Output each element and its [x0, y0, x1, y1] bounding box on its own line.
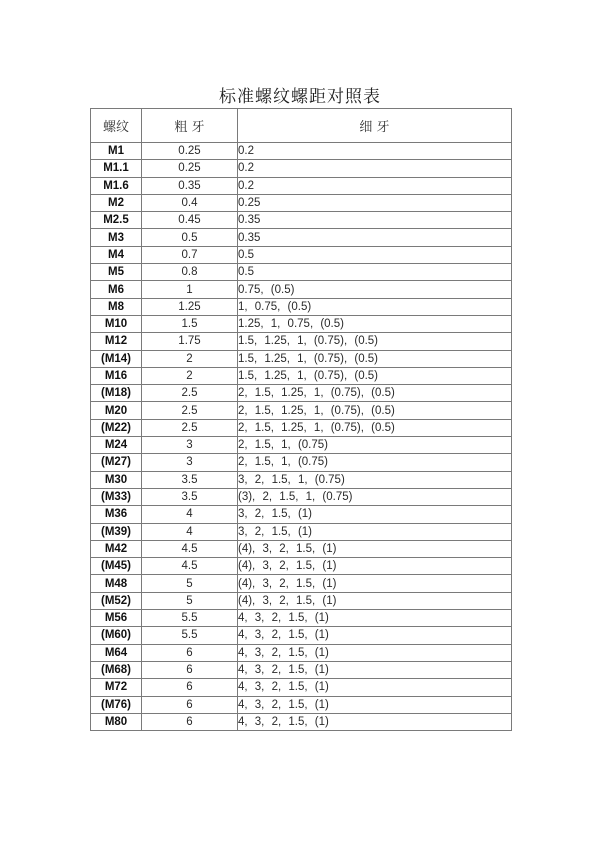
fine-pitch-cell: 2, 1.5, 1.25, 1, (0.75), (0.5) — [238, 402, 512, 419]
table-row — [91, 194, 512, 211]
thread-size-cell: M2.5 — [91, 212, 142, 229]
coarse-pitch-cell: 3 — [142, 454, 238, 471]
table-row — [91, 281, 512, 298]
table-row — [91, 367, 512, 384]
fine-pitch-cell: 4, 3, 2, 1.5, (1) — [238, 661, 512, 678]
table-header-row — [91, 109, 512, 143]
thread-size-cell: M20 — [91, 402, 142, 419]
thread-size-cell: (M68) — [91, 661, 142, 678]
fine-pitch-cell: 0.5 — [238, 264, 512, 281]
table-row — [91, 523, 512, 540]
fine-pitch-cell: 1.5, 1.25, 1, (0.75), (0.5) — [238, 350, 512, 367]
fine-pitch-cell: 0.25 — [238, 194, 512, 211]
coarse-pitch-cell: 3 — [142, 437, 238, 454]
thread-size-cell: M64 — [91, 644, 142, 661]
fine-pitch-cell: 4, 3, 2, 1.5, (1) — [238, 696, 512, 713]
coarse-pitch-cell: 4 — [142, 523, 238, 540]
thread-size-cell: (M76) — [91, 696, 142, 713]
table-row — [91, 419, 512, 436]
thread-size-cell: (M45) — [91, 558, 142, 575]
fine-pitch-cell: 3, 2, 1.5, (1) — [238, 523, 512, 540]
thread-size-cell: (M22) — [91, 419, 142, 436]
coarse-pitch-cell: 6 — [142, 679, 238, 696]
thread-size-cell: (M33) — [91, 488, 142, 505]
coarse-pitch-cell: 0.25 — [142, 143, 238, 160]
table-row — [91, 592, 512, 609]
coarse-pitch-cell: 1 — [142, 281, 238, 298]
coarse-pitch-cell: 1.25 — [142, 298, 238, 315]
table-row — [91, 627, 512, 644]
table-row — [91, 402, 512, 419]
fine-pitch-cell: 4, 3, 2, 1.5, (1) — [238, 627, 512, 644]
coarse-pitch-cell: 3.5 — [142, 471, 238, 488]
coarse-pitch-cell: 2.5 — [142, 402, 238, 419]
thread-size-cell: M10 — [91, 315, 142, 332]
table-row — [91, 575, 512, 592]
thread-size-cell: M42 — [91, 540, 142, 557]
fine-pitch-cell: 4, 3, 2, 1.5, (1) — [238, 644, 512, 661]
coarse-pitch-cell: 5.5 — [142, 610, 238, 627]
table-row — [91, 212, 512, 229]
coarse-pitch-cell: 0.4 — [142, 194, 238, 211]
fine-pitch-cell: 1, 0.75, (0.5) — [238, 298, 512, 315]
fine-pitch-cell: 0.2 — [238, 177, 512, 194]
fine-pitch-cell: 2, 1.5, 1.25, 1, (0.75), (0.5) — [238, 419, 512, 436]
table-row — [91, 696, 512, 713]
thread-size-cell: (M52) — [91, 592, 142, 609]
thread-size-cell: (M27) — [91, 454, 142, 471]
fine-pitch-cell: 4, 3, 2, 1.5, (1) — [238, 679, 512, 696]
coarse-pitch-cell: 3.5 — [142, 488, 238, 505]
table-row — [91, 143, 512, 160]
thread-size-cell: M16 — [91, 367, 142, 384]
fine-pitch-cell: 3, 2, 1.5, 1, (0.75) — [238, 471, 512, 488]
table-body — [91, 143, 512, 731]
coarse-pitch-cell: 0.8 — [142, 264, 238, 281]
coarse-pitch-cell: 2 — [142, 350, 238, 367]
coarse-pitch-cell: 0.45 — [142, 212, 238, 229]
fine-pitch-cell: (4), 3, 2, 1.5, (1) — [238, 540, 512, 557]
coarse-pitch-cell: 0.35 — [142, 177, 238, 194]
table-row — [91, 229, 512, 246]
fine-pitch-cell: (3), 2, 1.5, 1, (0.75) — [238, 488, 512, 505]
thread-size-cell: M3 — [91, 229, 142, 246]
coarse-pitch-cell: 4.5 — [142, 540, 238, 557]
coarse-pitch-cell: 2.5 — [142, 419, 238, 436]
thread-size-cell: M2 — [91, 194, 142, 211]
table-row — [91, 713, 512, 730]
thread-size-cell: M8 — [91, 298, 142, 315]
header-coarse-pitch: 粗 牙 — [142, 109, 238, 143]
table-row — [91, 177, 512, 194]
fine-pitch-cell: 0.2 — [238, 160, 512, 177]
coarse-pitch-cell: 0.5 — [142, 229, 238, 246]
coarse-pitch-cell: 6 — [142, 661, 238, 678]
table-row — [91, 540, 512, 557]
thread-size-cell: M1.1 — [91, 160, 142, 177]
fine-pitch-cell: 3, 2, 1.5, (1) — [238, 506, 512, 523]
fine-pitch-cell: 1.5, 1.25, 1, (0.75), (0.5) — [238, 333, 512, 350]
thread-size-cell: M72 — [91, 679, 142, 696]
table-row — [91, 385, 512, 402]
coarse-pitch-cell: 4.5 — [142, 558, 238, 575]
thread-size-cell: (M60) — [91, 627, 142, 644]
table-row — [91, 437, 512, 454]
table-row — [91, 350, 512, 367]
thread-size-cell: M56 — [91, 610, 142, 627]
table-row — [91, 644, 512, 661]
page-title: 标准螺纹螺距对照表 — [219, 87, 381, 107]
fine-pitch-cell: 0.5 — [238, 246, 512, 263]
coarse-pitch-cell: 6 — [142, 713, 238, 730]
fine-pitch-cell: 1.5, 1.25, 1, (0.75), (0.5) — [238, 367, 512, 384]
fine-pitch-cell: (4), 3, 2, 1.5, (1) — [238, 592, 512, 609]
thread-size-cell: M48 — [91, 575, 142, 592]
coarse-pitch-cell: 6 — [142, 644, 238, 661]
thread-size-cell: M36 — [91, 506, 142, 523]
table-row — [91, 558, 512, 575]
table-row — [91, 246, 512, 263]
coarse-pitch-cell: 1.75 — [142, 333, 238, 350]
thread-size-cell: (M14) — [91, 350, 142, 367]
coarse-pitch-cell: 0.7 — [142, 246, 238, 263]
fine-pitch-cell: 0.35 — [238, 229, 512, 246]
header-fine-pitch: 细 牙 — [238, 109, 512, 143]
thread-size-cell: (M39) — [91, 523, 142, 540]
table-row — [91, 488, 512, 505]
table-row — [91, 333, 512, 350]
thread-size-cell: M1 — [91, 143, 142, 160]
coarse-pitch-cell: 4 — [142, 506, 238, 523]
table-row — [91, 610, 512, 627]
coarse-pitch-cell: 6 — [142, 696, 238, 713]
fine-pitch-cell: 0.75, (0.5) — [238, 281, 512, 298]
table-row — [91, 506, 512, 523]
fine-pitch-cell: 1.25, 1, 0.75, (0.5) — [238, 315, 512, 332]
fine-pitch-cell: 0.2 — [238, 143, 512, 160]
coarse-pitch-cell: 5 — [142, 592, 238, 609]
table-row — [91, 160, 512, 177]
table-row — [91, 264, 512, 281]
fine-pitch-cell: 2, 1.5, 1, (0.75) — [238, 437, 512, 454]
table-row — [91, 315, 512, 332]
table-row — [91, 298, 512, 315]
table-row — [91, 454, 512, 471]
thread-size-cell: M12 — [91, 333, 142, 350]
table-row — [91, 471, 512, 488]
table-row — [91, 661, 512, 678]
fine-pitch-cell: (4), 3, 2, 1.5, (1) — [238, 575, 512, 592]
fine-pitch-cell: 0.35 — [238, 212, 512, 229]
fine-pitch-cell: (4), 3, 2, 1.5, (1) — [238, 558, 512, 575]
fine-pitch-cell: 4, 3, 2, 1.5, (1) — [238, 713, 512, 730]
thread-size-cell: M24 — [91, 437, 142, 454]
coarse-pitch-cell: 1.5 — [142, 315, 238, 332]
thread-pitch-table — [90, 108, 512, 731]
coarse-pitch-cell: 5.5 — [142, 627, 238, 644]
thread-size-cell: M6 — [91, 281, 142, 298]
thread-size-cell: M1.6 — [91, 177, 142, 194]
fine-pitch-cell: 2, 1.5, 1, (0.75) — [238, 454, 512, 471]
coarse-pitch-cell: 2.5 — [142, 385, 238, 402]
thread-size-cell: M4 — [91, 246, 142, 263]
coarse-pitch-cell: 2 — [142, 367, 238, 384]
table-row — [91, 679, 512, 696]
fine-pitch-cell: 2, 1.5, 1.25, 1, (0.75), (0.5) — [238, 385, 512, 402]
thread-size-cell: M80 — [91, 713, 142, 730]
header-thread-size: 螺纹 — [91, 109, 142, 143]
coarse-pitch-cell: 0.25 — [142, 160, 238, 177]
thread-size-cell: M30 — [91, 471, 142, 488]
thread-size-cell: (M18) — [91, 385, 142, 402]
coarse-pitch-cell: 5 — [142, 575, 238, 592]
thread-size-cell: M5 — [91, 264, 142, 281]
fine-pitch-cell: 4, 3, 2, 1.5, (1) — [238, 610, 512, 627]
